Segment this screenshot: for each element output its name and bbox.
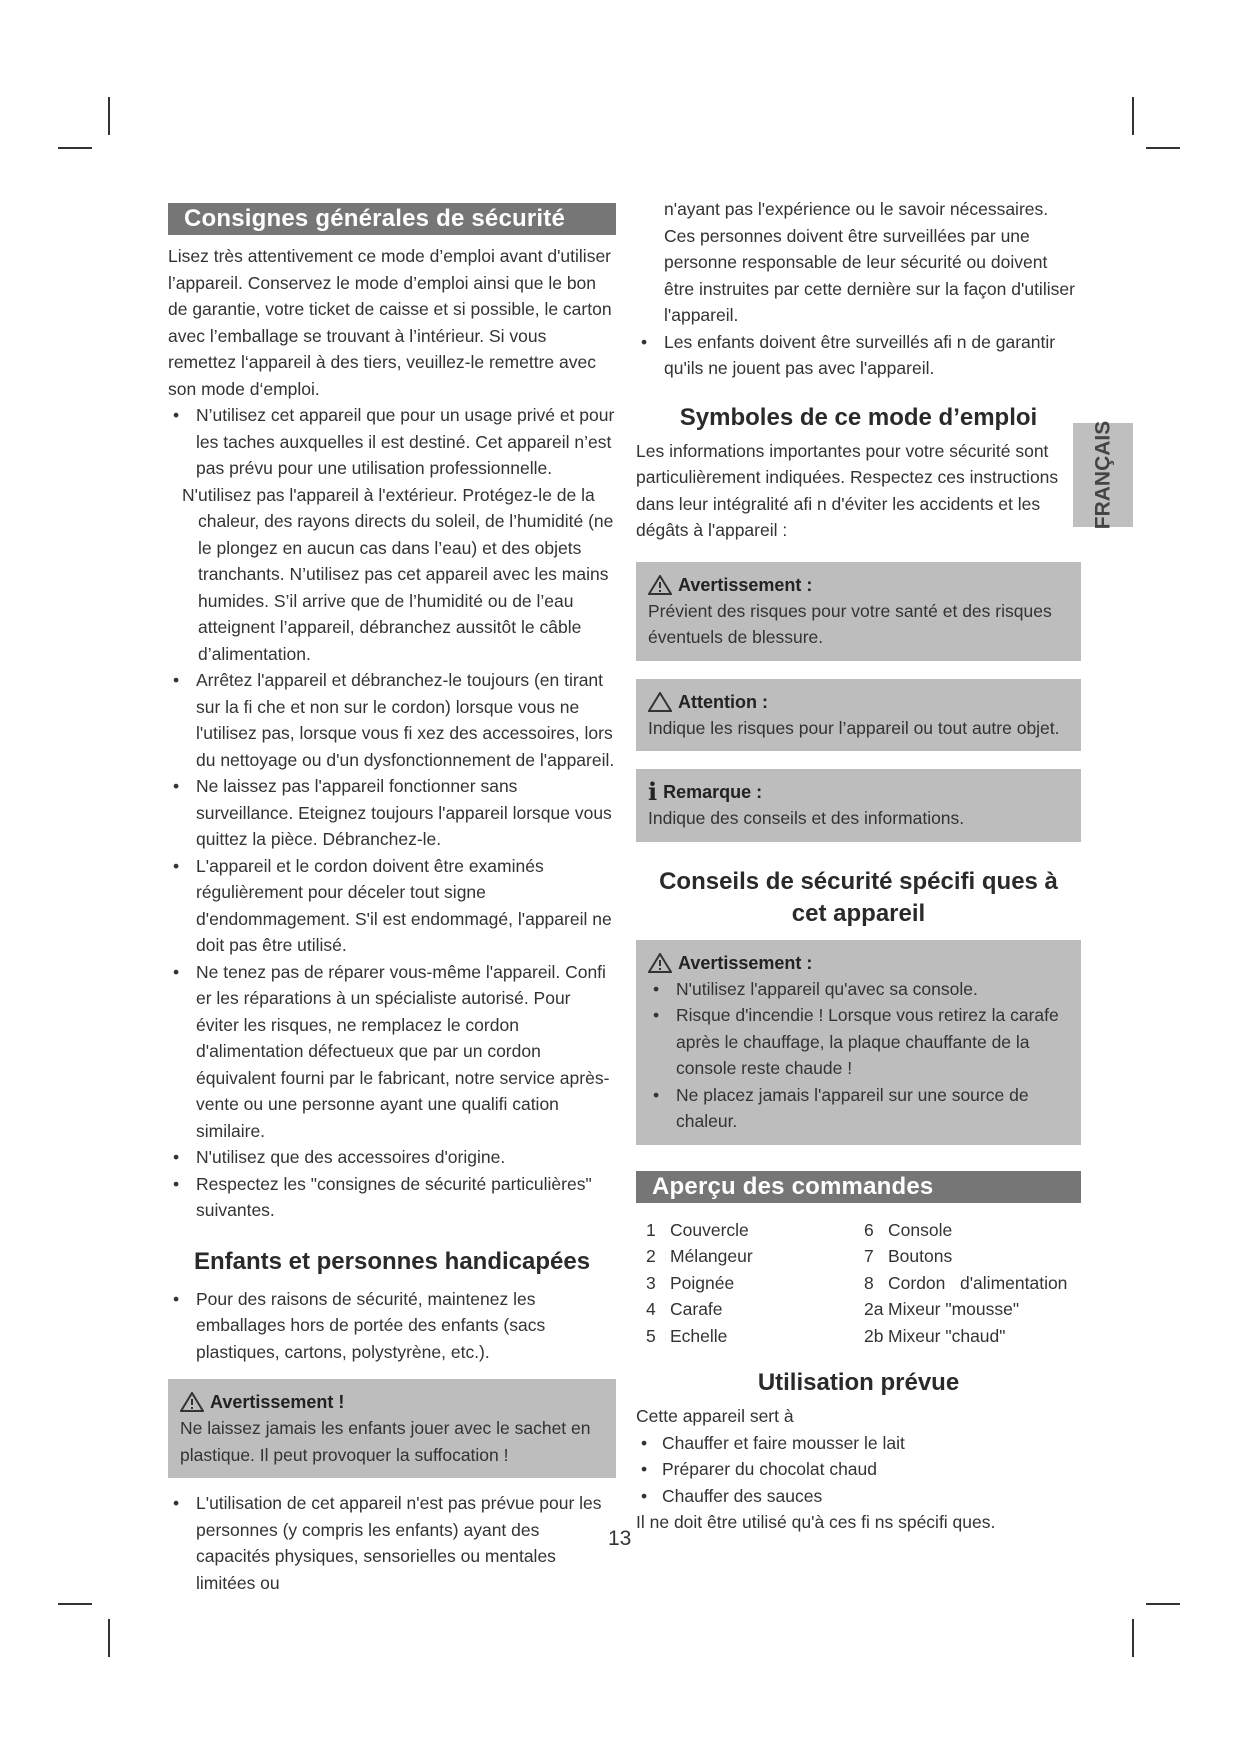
- symbol-attention-box: [636, 679, 1081, 752]
- page-number: 13: [608, 1527, 632, 1550]
- crop-mark: [1146, 1603, 1180, 1605]
- outdoor-paragraph: N'utilisez pas l'appareil à l'extérieur. Protégez-le de la chaleur, des rayons directs du soleil, de l’humidité (ne le plongez en aucun cas dans l’eau) et des objets tranchants. N’utilisez pas cet appareil avec les mains humides. S’il arrive que de l’humidité ou de l’eau atteignent l’appareil, débranchez aussitôt le câble d’alimentation.: [182, 484, 614, 664]
- symbols-paragraph: Les informations importantes pour votre sécurité sont particulièrement indiquées. Respectez ces instructions dans leur intégralité afi n d'éviter les accidents et les dégâts à l'appareil :: [636, 440, 1059, 540]
- children-supervision-list: [636, 329, 1081, 382]
- continuation-paragraph: n'ayant pas l'expérience ou le savoir nécessaires. Ces personnes doivent être surveillées par une personne responsable de leur sécurité ou doivent être instruites par cette dernière sur la façon d'utiliser l'appareil.: [664, 199, 1075, 325]
- list-item: • N’utilisez cet appareil que pour un usage privé et pour les taches auxquelles il est destiné. Cet appareil n’est pas prévu pour une utilisation professionnelle.: [173, 405, 615, 478]
- list-item: • Les enfants doivent être surveillés afi n de garantir qu'ils ne jouent pas avec l'appareil.: [641, 331, 1056, 378]
- intro-paragraph: Lisez très attentivement ce mode d’emploi avant d'utiliser l’appareil. Conservez le mode d’emploi ainsi que le bon de garantie, votre ticket de caisse et si possible, le carton avec l’emballage se trouvant à l’intérieur. Si vous remettez l‘appareil à des tiers, veuillez-le remettre avec son mode d‘emploi.: [168, 246, 612, 399]
- usage-list: [636, 1430, 1081, 1510]
- attention-triangle-icon: [648, 692, 672, 712]
- controls-table: [646, 1217, 1067, 1350]
- list-item: • Ne laissez pas l'appareil fonctionner sans surveillance. Eteignez toujours l'appareil lorsque vous quittez la pièce. Débranchez-le.: [173, 776, 612, 849]
- safety-list-2: [168, 667, 616, 1224]
- symbols-heading: Symboles de ce mode d’emploi: [679, 403, 1038, 431]
- crop-mark: [1146, 147, 1180, 149]
- list-item: • Chauffer des sauces: [641, 1485, 823, 1506]
- symbol-note-title: i Remarque :: [648, 777, 763, 806]
- table-row: 5 Echelle 2b Mixeur "chaud": [646, 1325, 1006, 1346]
- list-item: • Préparer du chocolat chaud: [641, 1459, 877, 1479]
- children-heading: Enfants et personnes handicapées: [193, 1247, 591, 1275]
- table-row: 2 Mélangeur 7 Boutons: [646, 1246, 953, 1266]
- controls-heading: Aperçu des commandes: [636, 1171, 1081, 1203]
- specific-warning-list: [648, 976, 1069, 1135]
- list-item: • Ne placez jamais l'appareil sur une source de chaleur.: [653, 1084, 1029, 1131]
- warning-title: Avertissement !: [180, 1389, 604, 1415]
- symbol-warning-box: [636, 562, 1081, 661]
- list-item: • L'utilisation de cet appareil n'est pas prévue pour les personnes (y compris les enfants) ayant des capacités physiques, sensorielles ou mentales limitées ou: [173, 1493, 602, 1593]
- list-item: • Respectez les "consignes de sécurité particulières" suivantes.: [173, 1173, 592, 1220]
- capacity-list: [168, 1490, 616, 1596]
- warning-triangle-icon: [180, 1392, 204, 1412]
- list-item: • N'utilisez que des accessoires d'origine.: [173, 1147, 506, 1167]
- symbol-note-box: [636, 769, 1081, 842]
- table-row: 1 Couvercle 6 Console: [646, 1219, 953, 1240]
- table-row: 4 Carafe 2a Mixeur "mousse": [646, 1299, 1020, 1319]
- list-item: • Pour des raisons de sécurité, maintenez les emballages hors de portée des enfants (sacs plastiques, cartons, polystyrène, etc.).: [173, 1288, 546, 1362]
- symbol-warning-title: Avertissement :: [648, 572, 1069, 598]
- symbol-note-text: Indique des conseils et des informations.: [648, 808, 965, 828]
- children-warning-box: [168, 1379, 616, 1478]
- info-icon: i: [648, 777, 658, 806]
- crop-mark: [108, 97, 110, 135]
- symbol-attention-title: Attention :: [648, 689, 1069, 715]
- list-item: • L'appareil et le cordon doivent être examinés régulièrement pour déceler tout signe d'endommagement. S'il est endommagé, l'appareil ne doit pas être utilisé.: [173, 855, 612, 955]
- warning-triangle-icon: [648, 575, 672, 595]
- general-safety-heading: Consignes générales de sécurité: [168, 203, 616, 235]
- list-item: • Ne tenez pas de réparer vous-même l'appareil. Confi er les réparations à un spécialiste autorisé. Pour éviter les risques, ne remplacez le cordon d'alimentation défectueux que par un cordon équivalent fourni par le fabricant, notre service après-vente ou une personne ayant une qualifi cation similaire.: [173, 961, 610, 1141]
- usage-outro: Il ne doit être utilisé qu'à ces fi ns spécifi ques.: [636, 1512, 996, 1532]
- specific-warning-title: Avertissement :: [648, 950, 1069, 976]
- crop-mark: [1132, 1619, 1134, 1657]
- language-tab-label: FRANÇAIS: [1091, 420, 1114, 530]
- crop-mark: [58, 147, 92, 149]
- symbol-attention-text: Indique les risques pour l’appareil ou tout autre objet.: [648, 717, 1060, 738]
- warning-triangle-icon: [648, 953, 672, 973]
- crop-mark: [108, 1619, 110, 1657]
- list-item: • Arrêtez l'appareil et débranchez-le toujours (en tirant sur la fi che et non sur le cordon) lorsque vous ne l'utilisez pas, lorsque vous fi xez des accessoires, lors du nettoyage ou d'un dysfonctionnement de l'appareil.: [173, 670, 615, 770]
- table-row: 3 Poignée 8 Cordon d'alimentation: [646, 1272, 1068, 1293]
- usage-intro: Cette appareil sert à: [636, 1406, 794, 1426]
- list-item: • Risque d'incendie ! Lorsque vous retirez la carafe après le chauffage, la plaque chauffante de la console reste chaude !: [653, 1005, 1059, 1078]
- specific-safety-heading: Conseils de sécurité spécifi ques à cet appareil: [659, 867, 1058, 927]
- children-list: [168, 1286, 616, 1366]
- symbol-warning-text: Prévient des risques pour votre santé et des risques éventuels de blessure.: [648, 600, 1052, 647]
- usage-heading: Utilisation prévue: [757, 1369, 960, 1396]
- warning-text: Ne laissez jamais les enfants jouer avec le sachet en plastique. Il peut provoquer la suffocation !: [180, 1418, 591, 1465]
- crop-mark: [1132, 97, 1134, 135]
- safety-list-1: [168, 402, 616, 482]
- list-item: • Chauffer et faire mousser le lait: [641, 1432, 905, 1453]
- right-column: [636, 196, 1081, 1536]
- list-item: • N'utilisez l'appareil qu'avec sa console.: [653, 978, 978, 999]
- crop-mark: [58, 1603, 92, 1605]
- left-column: [168, 203, 616, 1596]
- specific-warning-box: [636, 940, 1081, 1145]
